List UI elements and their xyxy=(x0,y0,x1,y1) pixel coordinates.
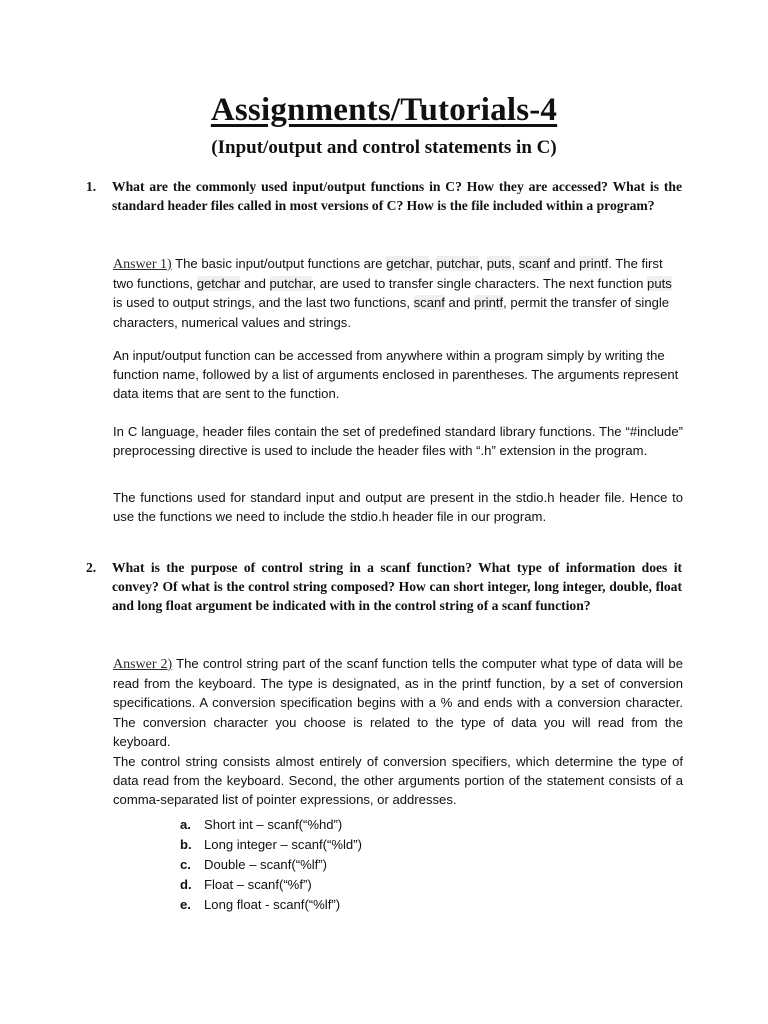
list-marker: a. xyxy=(180,817,191,832)
text-run: and xyxy=(550,256,580,271)
code-term: printf xyxy=(474,295,504,311)
text-run: , are used to transfer single characters. The next function xyxy=(312,276,648,292)
list-item xyxy=(180,895,600,915)
list-item xyxy=(180,875,600,895)
code-term: getchar xyxy=(196,276,241,292)
list-marker: e. xyxy=(180,897,191,912)
list-item-text: Long integer – scanf(“%ld”) xyxy=(204,837,362,852)
list-marker: b. xyxy=(180,837,192,852)
text-run: , permit the transfer of single characters, numerical values and strings. xyxy=(113,295,670,330)
text-run: . The first two functions, xyxy=(113,256,663,292)
answer-2-paragraph-1 xyxy=(113,654,683,751)
answer-1-paragraph-3: In C language, header files contain the set of predefined standard library functions. The “#include” preprocessing directive is used to include the header files with “.h” extension in the program. xyxy=(113,424,683,459)
question-1 xyxy=(86,177,682,215)
code-term: scanf xyxy=(413,295,445,311)
answer-2-label: Answer 2) xyxy=(113,657,173,672)
list-marker: c. xyxy=(180,857,191,872)
question-text: What is the purpose of control string in a scanf function? What type of information does it convey? Of what is the control string composed? How can short integer, long integer, double, float and long float argument be indicated with in the control string of a scanf function? xyxy=(112,560,682,613)
code-term: printf xyxy=(579,256,609,271)
code-term: scanf xyxy=(518,256,551,271)
question-number: 2. xyxy=(86,560,97,575)
text-run: , xyxy=(479,256,487,271)
text-run: The control string part of the scanf function tells the computer what type of data will be read from the keyboard. The type is designated, as in the printf function, by a set of conversion specifications. A conversion specification begins with a % and ends with a conversion character. The conversion character you choose is related to the type of data you will read from the keyboard. xyxy=(113,656,683,749)
text-run: is used to output strings, and the last two functions, xyxy=(113,295,414,311)
format-specifier-list xyxy=(180,815,600,915)
page-subtitle: (Input/output and control statements in C) xyxy=(211,137,557,158)
text-run: , xyxy=(429,256,437,271)
answer-2-paragraph-2: The control string consists almost entirely of conversion specifiers, which determine the type of data read from the keyboard. Second, the other arguments portion of the statement consists of a comma-separated list of pointer expressions, or addresses. xyxy=(113,754,683,808)
code-term: putchar xyxy=(436,256,480,271)
list-item-text: Double – scanf(“%lf”) xyxy=(204,857,327,872)
question-text: What are the commonly used input/output functions in C? How they are accessed? What is the standard header files called in most versions of C? How is the file included within a program? xyxy=(112,179,682,213)
text-run: and xyxy=(444,295,475,311)
list-item xyxy=(180,835,600,855)
code-term: getchar xyxy=(386,256,430,271)
answer-1-label: Answer 1) xyxy=(113,257,172,272)
question-number: 1. xyxy=(86,179,97,194)
answer-1-paragraph-2: An input/output function can be accessed from anywhere within a program simply by writing the function name, followed by a list of arguments enclosed in parentheses. The arguments represent data items that are sent to the function. xyxy=(113,348,679,402)
list-item-text: Long float - scanf(“%lf”) xyxy=(204,897,341,912)
list-item xyxy=(180,815,600,835)
list-item xyxy=(180,855,600,875)
list-marker: d. xyxy=(180,877,192,892)
code-term: putchar xyxy=(269,276,313,292)
code-term: puts xyxy=(486,256,512,271)
text-run: , xyxy=(511,256,519,271)
list-item-text: Short int – scanf(“%hd”) xyxy=(204,817,343,832)
text-run: and xyxy=(240,276,270,292)
answer-1-paragraph-4: The functions used for standard input and output are present in the stdio.h header file. Hence to use the functions we need to include the stdio.h header file in our program. xyxy=(113,490,683,525)
answer-1-paragraph-1 xyxy=(113,254,683,332)
question-2 xyxy=(86,558,682,615)
list-item-text: Float – scanf(“%f”) xyxy=(204,877,312,892)
page-title: Assignments/Tutorials-4 xyxy=(210,92,558,128)
text-run: The basic input/output functions are xyxy=(171,256,387,271)
code-term: puts xyxy=(647,276,672,292)
